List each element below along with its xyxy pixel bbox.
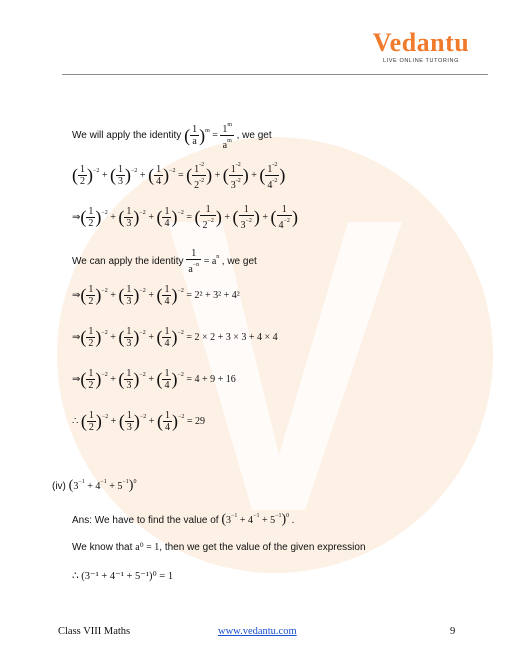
answer-expression: $(3^{-1} + 4^{-1} + 5^{-1})^0$ <box>221 512 290 527</box>
identity-text-2: We can apply the identity <box>72 256 184 267</box>
step-5: ⇒( $\frac{1}{2}$ )$^{-2}$ + ( $\frac{1}{3}$ )$^{-2}$ + ( $\frac{1}{4}$ )$^{-2}$ = 4 + 9 + 16 <box>72 368 236 391</box>
identity-line-1 <box>72 120 272 151</box>
step-6-result: = 29 <box>186 415 205 427</box>
know-text: We know that <box>72 542 133 553</box>
vedantu-logo <box>366 30 476 64</box>
identity-line-2 <box>72 246 257 275</box>
part-iv <box>52 478 136 494</box>
identity-text-1: We will apply the identity <box>72 130 182 141</box>
step-5-result: = 4 + 9 + 16 <box>186 373 236 385</box>
know-identity: a⁰ = 1 <box>135 542 160 553</box>
identity-formula-1: ( $\frac{1}{a}$ )$^m$ = $\frac{1^m}{a^m}$ <box>184 122 233 152</box>
part-iv-label: (iv) <box>52 481 66 492</box>
identity-text-1-end: , we get <box>236 130 272 141</box>
step-3-result: = 2² + 3² + 4² <box>186 289 240 301</box>
brand-tagline: LIVE ONLINE TUTORING <box>383 58 459 64</box>
footer-class: Class VIII Maths <box>58 626 131 637</box>
identity-formula-2: $\frac{1}{a^{-n}}$ = $a^n$ <box>188 248 220 276</box>
step-4-result: = 2 × 2 + 3 × 3 + 4 × 4 <box>186 331 278 343</box>
answer-line <box>72 512 294 528</box>
final-result: ∴ (3⁻¹ + 4⁻¹ + 5⁻¹)⁰ = 1 <box>72 571 174 582</box>
answer-text-end: . <box>291 515 295 526</box>
page-number: 9 <box>450 626 456 637</box>
brand-name: Vedantu <box>372 28 470 57</box>
step-2: ⇒( $\frac{1}{2}$ )$^{-2}$ + ( $\frac{1}{3}$ )$^{-2}$ + ( $\frac{1}{4}$ )$^{-2}$ = ( $\frac{1}{2^{-2}}$ ) + ( $\frac{1}{3^{-2}}$ ) + ( $\frac{1}{4^{-2}}$ ) <box>72 204 298 231</box>
part-iv-expression: $(3^{-1} + 4^{-1} + 5^{-1})^0$ <box>68 478 137 493</box>
know-text-end: , then we get the value of the given expression <box>159 542 366 553</box>
step-6: ∴ ( $\frac{1}{2}$ )$^{-2}$ + ( $\frac{1}{3}$ )$^{-2}$ + ( $\frac{1}{4}$ )$^{-2}$ = 29 <box>72 410 205 433</box>
header-rule <box>62 74 488 75</box>
step-4: ⇒( $\frac{1}{2}$ )$^{-2}$ + ( $\frac{1}{3}$ )$^{-2}$ + ( $\frac{1}{4}$ )$^{-2}$ = 2 × 2 + 3 × 3 + 4 × 4 <box>72 326 278 349</box>
answer-text: Ans: We have to find the value of <box>72 515 219 526</box>
identity-text-2-end: , we get <box>221 256 257 267</box>
step-3: ⇒( $\frac{1}{2}$ )$^{-2}$ + ( $\frac{1}{3}$ )$^{-2}$ + ( $\frac{1}{4}$ )$^{-2}$ = 2² + 3² + 4² <box>72 284 240 307</box>
footer-link[interactable]: www.vedantu.com <box>218 626 297 637</box>
step-1: ( $\frac{1}{2}$ )$^{-2}$ + ( $\frac{1}{3}$ )$^{-2}$ + ( $\frac{1}{4}$ )$^{-2}$ = ( $\frac{1^{-2}}{2^{-2}}$ ) + ( $\frac{1^{-2}}{3^{-2}}$ ) + ( $\frac{1^{-2}}{4^{-2}}$ ) <box>72 162 286 191</box>
know-line <box>72 542 366 553</box>
